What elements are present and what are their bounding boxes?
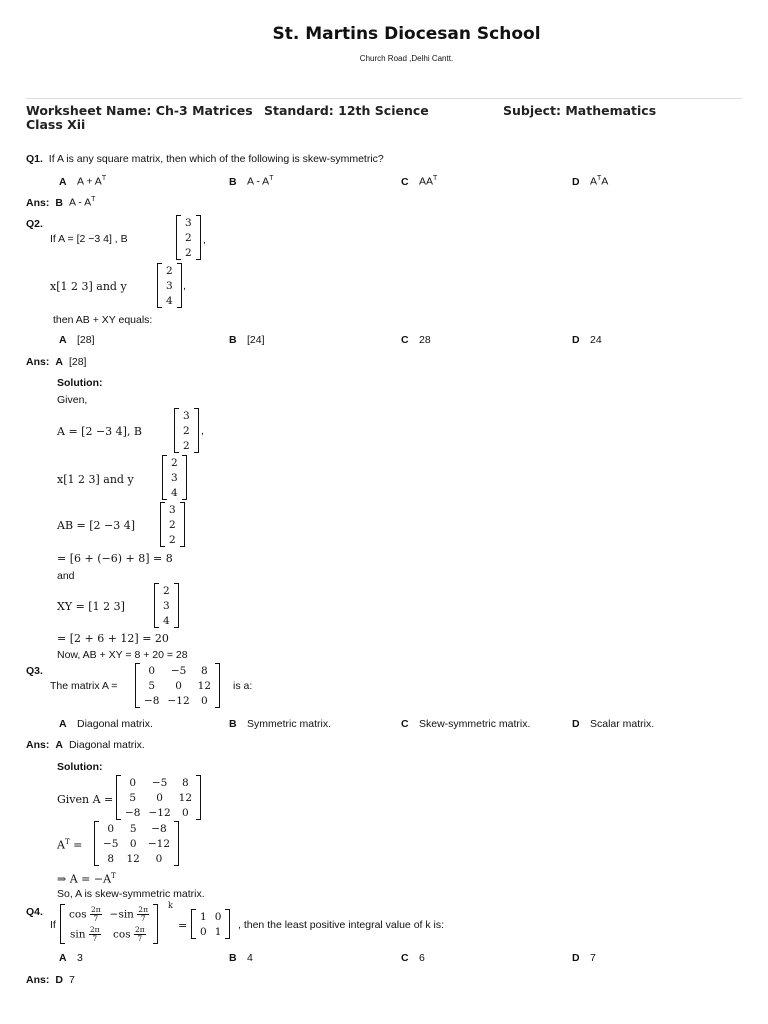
- question-text: If A is any square matrix, then which of the following is skew-symmetric?: [48, 153, 384, 165]
- q2-statement: If A = [2 −3 4] , B: [50, 233, 128, 245]
- question-4: Q4.: [26, 906, 43, 918]
- q2-then: then AB + XY equals:: [53, 314, 153, 326]
- q2-sol-and: and: [57, 570, 75, 582]
- matrix-y: 2 3 4: [162, 455, 187, 500]
- q2-sol-ab: AB = [2 −3 4]: [57, 519, 136, 532]
- q2-sol-xy-result: = [2 + 6 + 12] = 20: [57, 632, 169, 645]
- q3-post: is a:: [233, 680, 253, 692]
- q2-option-b: B [24]: [229, 334, 265, 346]
- power-k: k: [168, 901, 173, 910]
- q2-option-c: C 28: [401, 334, 431, 346]
- standard: Standard: 12th Science: [264, 103, 429, 118]
- q3-option-b: B Symmetric matrix.: [229, 718, 331, 730]
- matrix-b: 3 2 2: [174, 408, 199, 453]
- q3-given: Given A =: [57, 793, 114, 806]
- q2-solution-label: Solution:: [57, 377, 103, 389]
- matrix-b: 3 2 2: [160, 502, 185, 547]
- q3-option-c: C Skew-symmetric matrix.: [401, 718, 531, 730]
- matrix-a: 0 −5 8 5 0 12 −8 −12 0: [135, 663, 220, 708]
- matrix-b: 3 2 2: [176, 215, 201, 260]
- q4-option-c: C 6: [401, 952, 425, 964]
- q2-sol-a: A = [2 −3 4], B: [57, 425, 143, 438]
- q2-sol-ab-result: = [6 + (−6) + 8] = 8: [57, 552, 173, 565]
- q4-option-b: B 4: [229, 952, 253, 964]
- identity-matrix: 1 0 0 1: [191, 909, 230, 939]
- comma: ,: [201, 425, 204, 437]
- q3-answer: Ans: A Diagonal matrix.: [26, 739, 145, 751]
- q4-option-d: D 7: [572, 952, 596, 964]
- subject: Subject: Mathematics: [503, 103, 657, 118]
- q4-option-a: A 3: [59, 952, 83, 964]
- school-address: Church Road ,Delhi Cantt.: [359, 54, 454, 63]
- q3-pre: The matrix A =: [50, 680, 118, 692]
- q3-option-d: D Scalar matrix.: [572, 718, 655, 730]
- equals: =: [178, 919, 188, 932]
- q4-answer: Ans: D 7: [26, 974, 75, 986]
- q2-sol-xy: XY = [1 2 3]: [57, 600, 125, 613]
- matrix-a: 0 −5 8 5 0 12 −8 −12 0: [116, 775, 201, 820]
- comma: ,: [183, 280, 186, 292]
- matrix-a-transpose: 0 5 −8 −5 0 −12 8 12 0: [94, 821, 179, 866]
- q3-solution-label: Solution:: [57, 761, 103, 773]
- q4-tail: , then the least positive integral value of k is:: [238, 919, 445, 931]
- question-number: Q1.: [26, 153, 43, 165]
- q2-answer: Ans: A [28]: [26, 356, 87, 368]
- q2-option-d: D 24: [572, 334, 602, 346]
- q1-option-a: A $A + A^T$: [59, 175, 107, 188]
- q3-option-a: A Diagonal matrix.: [59, 718, 153, 730]
- q1-answer: Ans: B A - $A^T$: [26, 196, 96, 209]
- school-name: St. Martins Diocesan School: [272, 24, 541, 44]
- worksheet-name: Worksheet Name: Ch-3 Matrices: [26, 103, 253, 118]
- q3-implies: ⇒ $A = -A^T$: [57, 872, 116, 886]
- q4-if: If: [50, 919, 56, 931]
- q1-option-d: D $A^TA$: [572, 175, 609, 188]
- matrix-y: 2 3 4: [154, 583, 179, 628]
- q3-conclusion: So, A is skew-symmetric matrix.: [57, 888, 205, 900]
- question-2: Q2.: [26, 218, 43, 230]
- q2-given: Given,: [57, 394, 88, 406]
- q3-transpose-label: $A^T$ =: [57, 838, 83, 852]
- rotation-matrix: cos $\frac{2\pi}{7}$ −sin $\frac{2\pi}{7}$ sin $\frac{2\pi}{7}$ cos $\frac{2\pi}{7}$: [60, 904, 158, 944]
- q2-sol-x: x[1 2 3] and y: [57, 473, 134, 486]
- q2-sol-now: Now, AB + XY = 8 + 20 = 28: [57, 649, 188, 661]
- question-3: Q3.: [26, 665, 43, 677]
- matrix-y: 2 3 4: [157, 263, 182, 308]
- q1-option-c: C $AA^T$: [401, 175, 438, 188]
- question-1: [26, 153, 384, 165]
- q2-option-a: A [28]: [59, 334, 95, 346]
- header-divider: [26, 98, 742, 99]
- comma: ,: [203, 234, 206, 246]
- q1-option-b: B A - $A^T$: [229, 175, 274, 188]
- class-name: Class Xii: [26, 117, 86, 132]
- q2-xy-line: x[1 2 3] and y: [50, 280, 127, 293]
